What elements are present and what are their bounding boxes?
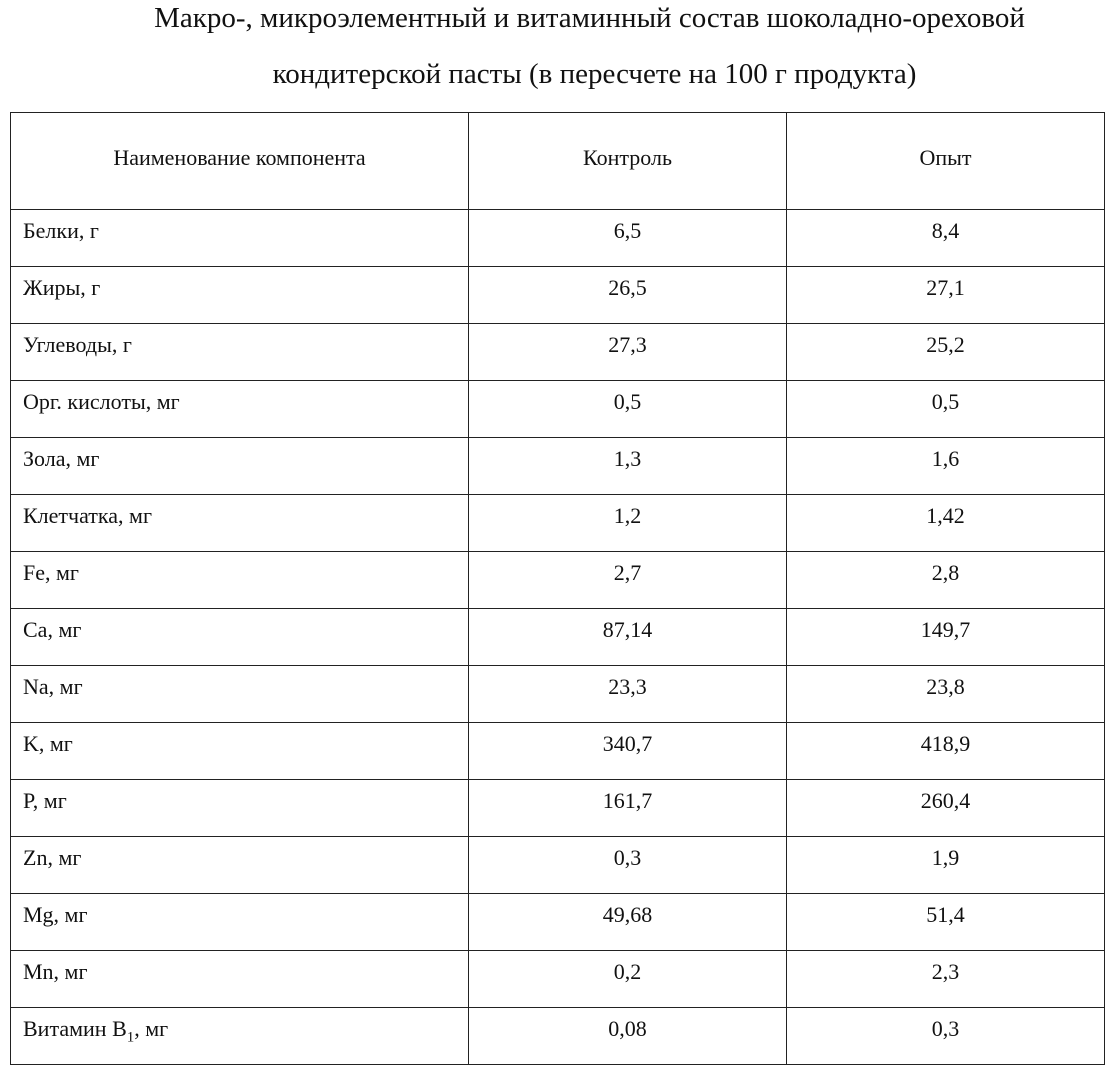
vitamin-name: Витамин B [23,1016,127,1041]
experiment-value: 260,4 [787,780,1105,837]
component-name: Na, мг [11,666,469,723]
vitamin-subscript: 1 [126,1029,135,1046]
experiment-value: 8,4 [787,210,1105,267]
table-row [11,438,1105,495]
component-name [11,1008,469,1065]
control-value: 6,5 [469,210,787,267]
component-name: Fe, мг [11,552,469,609]
control-value: 1,3 [469,438,787,495]
experiment-value: 2,8 [787,552,1105,609]
table-header-row [11,113,1105,210]
table-row [11,324,1105,381]
control-value: 0,2 [469,951,787,1008]
table-row [11,267,1105,324]
experiment-value: 1,6 [787,438,1105,495]
component-name: Белки, г [11,210,469,267]
experiment-value: 0,5 [787,381,1105,438]
component-name: Mn, мг [11,951,469,1008]
component-name: P, мг [11,780,469,837]
experiment-value: 1,9 [787,837,1105,894]
experiment-value: 2,3 [787,951,1105,1008]
component-name: Зола, мг [11,438,469,495]
control-value: 2,7 [469,552,787,609]
table-row [11,894,1105,951]
control-value: 0,08 [469,1008,787,1065]
table-row [11,552,1105,609]
table-row [11,381,1105,438]
document-title-line-1: Макро-, микроэлементный и витаминный состав шоколадно-ореховой [154,2,1025,34]
vitamin-unit: , мг [134,1016,169,1041]
experiment-value: 418,9 [787,723,1105,780]
table-row [11,780,1105,837]
composition-table [10,112,1105,1065]
table-row [11,666,1105,723]
experiment-value: 51,4 [787,894,1105,951]
experiment-value: 1,42 [787,495,1105,552]
experiment-value: 0,3 [787,1008,1105,1065]
control-value: 27,3 [469,324,787,381]
table-row [11,1008,1105,1065]
table-row [11,609,1105,666]
component-name: Жиры, г [11,267,469,324]
experiment-value: 25,2 [787,324,1105,381]
experiment-value: 23,8 [787,666,1105,723]
control-value: 26,5 [469,267,787,324]
control-value: 340,7 [469,723,787,780]
component-name: K, мг [11,723,469,780]
table-row [11,951,1105,1008]
control-value: 87,14 [469,609,787,666]
component-name: Орг. кислоты, мг [11,381,469,438]
component-name: Mg, мг [11,894,469,951]
component-name: Углеводы, г [11,324,469,381]
table-row [11,495,1105,552]
component-name: Zn, мг [11,837,469,894]
control-value: 1,2 [469,495,787,552]
component-name: Ca, мг [11,609,469,666]
experiment-value: 27,1 [787,267,1105,324]
control-value: 0,3 [469,837,787,894]
control-value: 0,5 [469,381,787,438]
control-value: 161,7 [469,780,787,837]
component-name: Клетчатка, мг [11,495,469,552]
header-experiment: Опыт [787,113,1105,210]
table-row [11,210,1105,267]
experiment-value: 149,7 [787,609,1105,666]
header-component-name: Наименование компонента [11,113,469,210]
control-value: 49,68 [469,894,787,951]
document-title-line-2: кондитерской пасты (в пересчете на 100 г продукта) [272,58,917,90]
table-row [11,837,1105,894]
table-row [11,723,1105,780]
header-control: Контроль [469,113,787,210]
control-value: 23,3 [469,666,787,723]
